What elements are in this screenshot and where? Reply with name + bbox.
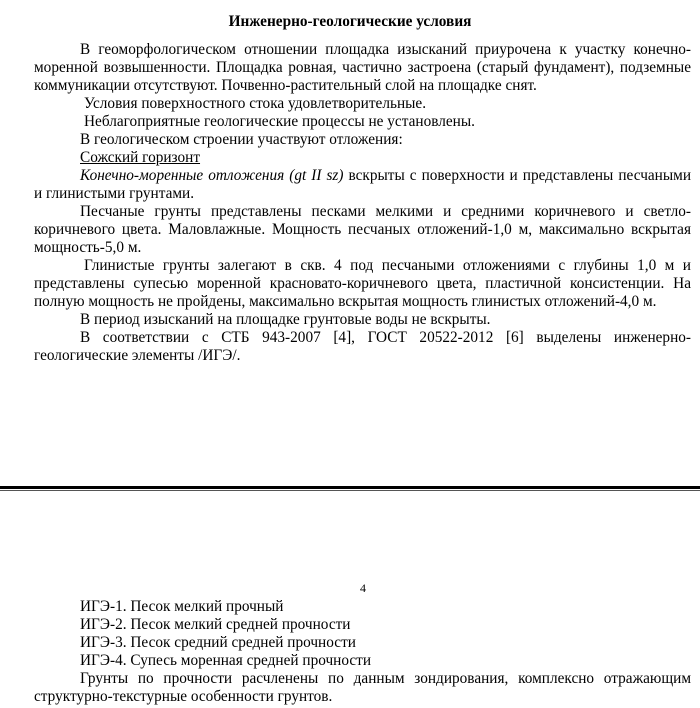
paragraph-line: В геоморфологическом отношении площадка изысканий приурочена к участку конечно-	[80, 41, 691, 58]
paragraph-line: моренной возвышенности. Площадка ровная, частично застроена (старый фундамент), подземные	[34, 59, 691, 76]
underlined-heading: Сожский горизонт	[80, 149, 201, 166]
paragraph-line: Грунты по прочности расчленены по данным зондирования, комплексно отражающим	[80, 670, 691, 687]
paragraph-line: мощность-5,0 м.	[34, 239, 142, 256]
paragraph-line: коммуникации отсутствуют. Почвенно-растительный слой на площадке снят.	[34, 77, 537, 94]
page-number: 4	[360, 581, 366, 595]
ige-list-item: ИГЭ-3. Песок средний средней прочности	[80, 634, 356, 651]
section-title: Инженерно-геологические условия	[228, 13, 472, 30]
paragraph-text: вскрыты с поверхности и представлены песчаными	[343, 167, 692, 184]
paragraph-line: представлены супесью моренной красновато-коричневого цвета, пластичной консистенции. На	[34, 275, 691, 292]
page-break-divider-shadow	[0, 490, 700, 491]
paragraph-line	[80, 167, 691, 185]
paragraph-line: Глинистые грунты залегают в скв. 4 под песчаными отложениями с глубины 1,0 м и	[84, 257, 691, 274]
subheading-sozh-horizon	[80, 149, 700, 167]
paragraph-line: Условия поверхностного стока удовлетворительные.	[84, 95, 427, 112]
ige-list-item: ИГЭ-4. Супесь моренная средней прочности	[80, 652, 372, 669]
paragraph-line: полную мощность не пройдены, максимально вскрытая мощность глинистых отложений-4,0 м.	[34, 293, 657, 310]
paragraph-line: коричневого цвета. Маловлажные. Мощность песчаных отложений-1,0 м, максимально вскрытая	[34, 221, 691, 238]
paragraph-line: В соответствии с СТБ 943-2007 [4], ГОСТ 20522-2012 [6] выделены инженерно-	[80, 329, 691, 346]
paragraph-line: В геологическом строении участвуют отложения:	[80, 131, 403, 148]
paragraph-line: и глинистыми грунтами.	[34, 185, 195, 202]
paragraph-line: структурно-текстурные особенности грунтов.	[34, 688, 333, 705]
page-break-divider	[0, 486, 700, 489]
paragraph-line: В период изысканий на площадке грунтовые воды не вскрыты.	[80, 311, 491, 328]
paragraph-line: геологические элементы /ИГЭ/.	[34, 347, 241, 364]
paragraph-line: Неблагоприятные геологические процессы не установлены.	[84, 113, 475, 130]
paragraph-line: Песчаные грунты представлены песками мелкими и средними коричневого и светло-	[80, 203, 691, 220]
ige-list-item: ИГЭ-1. Песок мелкий прочный	[80, 598, 284, 615]
ige-list-item: ИГЭ-2. Песок мелкий средней прочности	[80, 616, 351, 633]
italic-term: Конечно-моренные отложения (gt II sz)	[80, 167, 344, 184]
